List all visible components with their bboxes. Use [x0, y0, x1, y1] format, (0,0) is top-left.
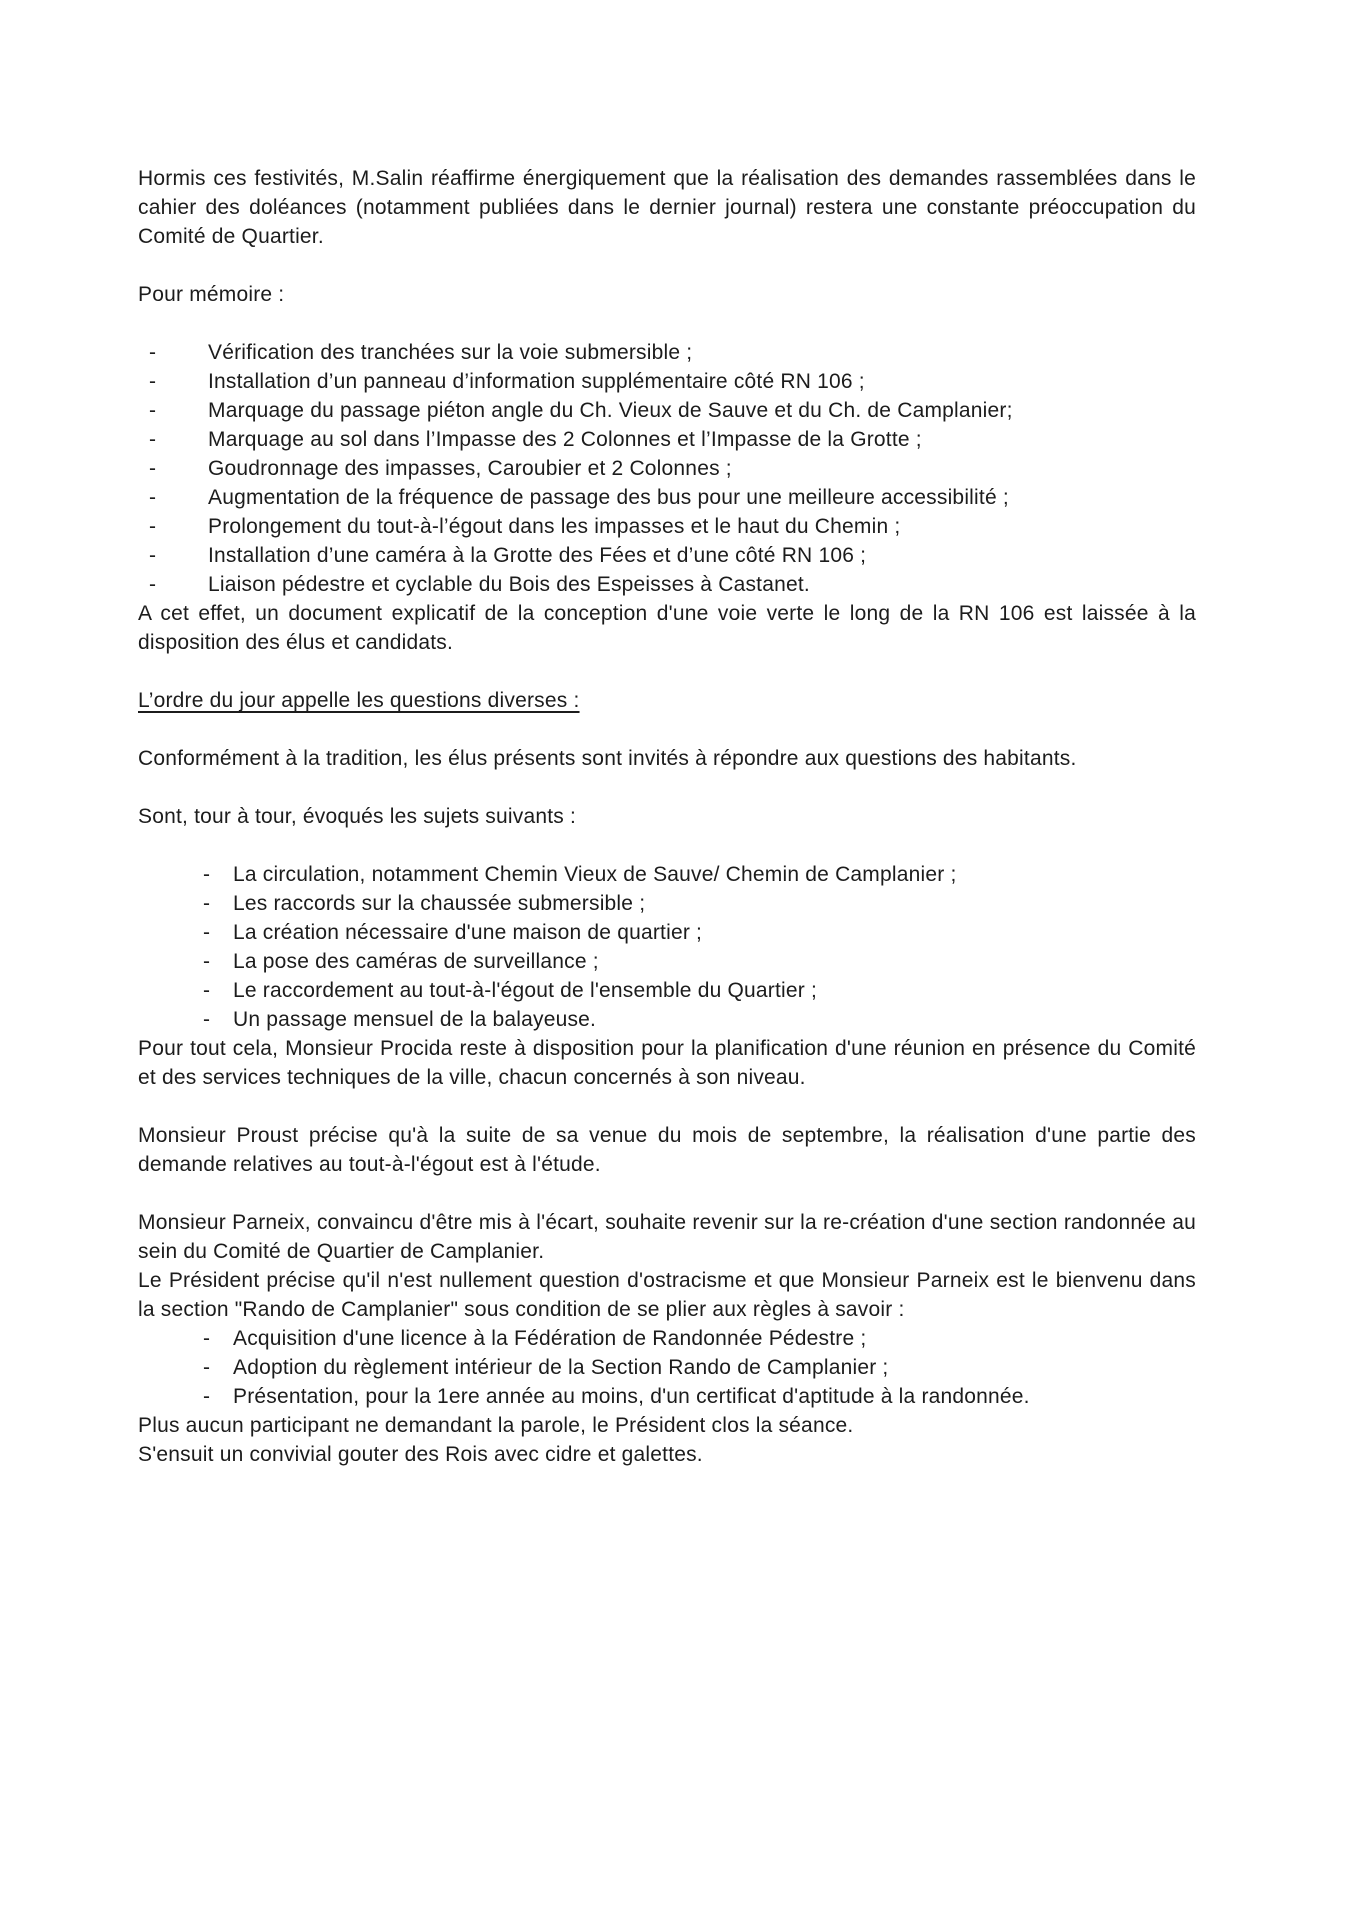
list-item — [138, 570, 1196, 599]
list-marker: - — [149, 515, 157, 538]
paragraph-monsieur-proust: Monsieur Proust précise qu'à la suite de sa venue du mois de septembre, la réalisation d'une partie des demande relatives au tout-à-l'égout est à l'étude. — [138, 1124, 1196, 1176]
list-marker: - — [203, 979, 211, 1002]
list-item-text: Installation d’un panneau d’information supplémentaire côté RN 106 ; — [208, 370, 865, 393]
memo-list — [138, 338, 1196, 599]
list-item — [138, 367, 1196, 396]
list-item — [138, 947, 1196, 976]
list-item — [138, 889, 1196, 918]
list-item-text: Vérification des tranchées sur la voie submersible ; — [208, 341, 693, 364]
list-marker: - — [149, 486, 157, 509]
list-marker: - — [149, 370, 157, 393]
list-item-text: La pose des caméras de surveillance ; — [233, 950, 599, 973]
list-item — [138, 918, 1196, 947]
list-item-text: Augmentation de la fréquence de passage des bus pour une meilleure accessibilité ; — [208, 486, 1009, 509]
paragraph-conformement: Conformément à la tradition, les élus présents sont invités à répondre aux questions des habitants. — [138, 747, 1077, 770]
list-marker: - — [203, 1008, 211, 1031]
paragraph-hormis-festivites: Hormis ces festivités, M.Salin réaffirme énergiquement que la réalisation des demandes rassemblées dans le cahier des doléances (notamment publiées dans le dernier journal) restera une constante préoccupation du Comité de Quartier. — [138, 167, 1196, 248]
list-marker: - — [203, 950, 211, 973]
list-item — [138, 396, 1196, 425]
rules-list — [138, 1324, 1196, 1411]
closing-block — [138, 1411, 1196, 1469]
list-marker: - — [149, 428, 157, 451]
list-item-text: Présentation, pour la 1ere année au moins, d'un certificat d'aptitude à la randonnée. — [233, 1385, 1030, 1408]
document-content — [138, 164, 1196, 1469]
list-marker: - — [203, 892, 211, 915]
paragraph-pour-memoire: Pour mémoire : — [138, 283, 285, 306]
list-item-text: La création nécessaire d'une maison de quartier ; — [233, 921, 703, 944]
list-item-text: Installation d’une caméra à la Grotte des Fées et d’une côté RN 106 ; — [208, 544, 867, 567]
list-item-text: Liaison pédestre et cyclable du Bois des Espeisses à Castanet. — [208, 573, 810, 596]
list-item-text: Goudronnage des impasses, Caroubier et 2 Colonnes ; — [208, 457, 732, 480]
list-item — [138, 1382, 1196, 1411]
paragraph-pour-tout-cela: Pour tout cela, Monsieur Procida reste à disposition pour la planification d'une réunion en présence du Comité et des services techniques de la ville, chacun concernés à son niveau. — [138, 1037, 1196, 1089]
list-item — [138, 1005, 1196, 1034]
paragraph-closing-gouter: S'ensuit un convivial gouter des Rois avec cidre et galettes. — [138, 1443, 703, 1466]
list-item-text: Marquage du passage piéton angle du Ch. Vieux de Sauve et du Ch. de Camplanier; — [208, 399, 1013, 422]
list-marker: - — [203, 921, 211, 944]
list-item-text: Adoption du règlement intérieur de la Section Rando de Camplanier ; — [233, 1356, 889, 1379]
list-marker: - — [149, 573, 157, 596]
list-marker: - — [203, 1327, 211, 1350]
list-item-text: Les raccords sur la chaussée submersible ; — [233, 892, 646, 915]
list-item — [138, 860, 1196, 889]
list-item — [138, 541, 1196, 570]
list-item-text: Un passage mensuel de la balayeuse. — [233, 1008, 597, 1031]
list-item-text: Marquage au sol dans l’Impasse des 2 Colonnes et l’Impasse de la Grotte ; — [208, 428, 922, 451]
list-marker: - — [149, 457, 157, 480]
list-item-text: La circulation, notamment Chemin Vieux de Sauve/ Chemin de Camplanier ; — [233, 863, 957, 886]
list-item — [138, 1353, 1196, 1382]
heading-ordre-du-jour-text: L’ordre du jour appelle les questions diverses : — [138, 689, 580, 712]
paragraph-le-president: Le Président précise qu'il n'est nullement question d'ostracisme et que Monsieur Parneix est le bienvenu dans la section "Rando de Camplanier" sous condition de se plier aux règles à savoir : — [138, 1269, 1196, 1321]
list-marker: - — [149, 341, 157, 364]
paragraph-a-cet-effet: A cet effet, un document explicatif de la conception d'une voie verte le long de la RN 106 est laissée à la disposition des élus et candidats. — [138, 602, 1196, 654]
list-item — [138, 1324, 1196, 1353]
list-marker: - — [149, 399, 157, 422]
list-item-text: Acquisition d'une licence à la Fédération de Randonnée Pédestre ; — [233, 1327, 867, 1350]
list-marker: - — [203, 863, 211, 886]
paragraph-closing-seance: Plus aucun participant ne demandant la parole, le Président clos la séance. — [138, 1414, 854, 1437]
list-item — [138, 483, 1196, 512]
list-marker: - — [203, 1385, 211, 1408]
list-item — [138, 454, 1196, 483]
list-item-text: Le raccordement au tout-à-l'égout de l'ensemble du Quartier ; — [233, 979, 818, 1002]
heading-ordre-du-jour — [138, 686, 1196, 715]
list-item — [138, 425, 1196, 454]
list-item — [138, 338, 1196, 367]
paragraph-monsieur-parneix: Monsieur Parneix, convaincu d'être mis à l'écart, souhaite revenir sur la re-création d'une section randonnée au sein du Comité de Quartier de Camplanier. — [138, 1211, 1196, 1263]
list-item — [138, 976, 1196, 1005]
list-item — [138, 512, 1196, 541]
paragraph-group-parneix — [138, 1208, 1196, 1324]
list-item-text: Prolongement du tout-à-l’égout dans les impasses et le haut du Chemin ; — [208, 515, 901, 538]
list-marker: - — [149, 544, 157, 567]
list-marker: - — [203, 1356, 211, 1379]
topics-list — [138, 860, 1196, 1034]
paragraph-sujets-suivants: Sont, tour à tour, évoqués les sujets suivants : — [138, 805, 577, 828]
